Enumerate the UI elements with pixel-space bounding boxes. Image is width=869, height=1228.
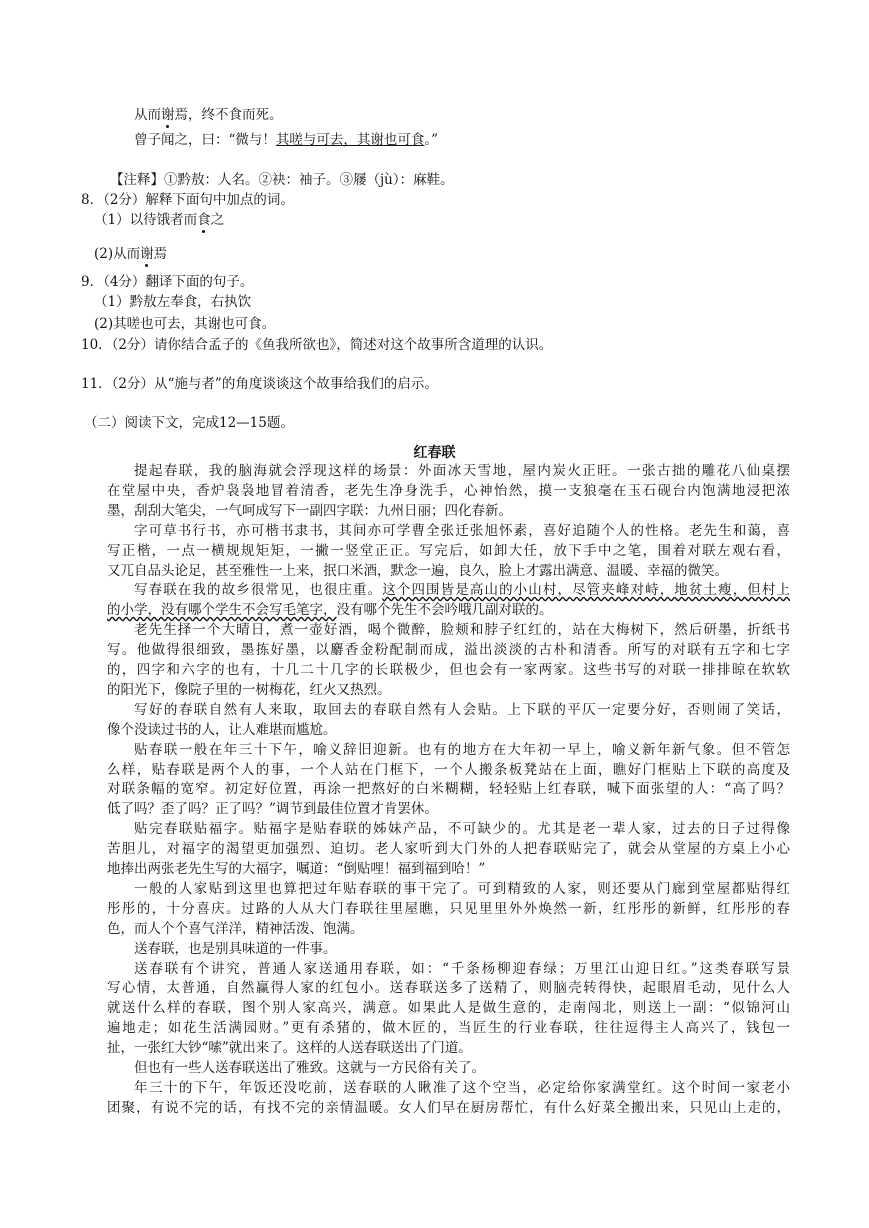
article-line: 苦胆儿，对福字的渴望更加强烈、迫切。老人家听到大门外的人把春联贴完了，就会从堂屋的方桌上小心 — [107, 841, 790, 858]
article-line: 又兀自品头论足，甚至雅性一上来，抿口米酒，默念一遍，良久，脸上才露出满意、温暖、幸福的微笑。 — [107, 562, 728, 579]
article-line: 但也有一些人送春联送出了雅致。这就与一方民俗有关了。 — [134, 1060, 485, 1076]
wavy-underlined-text: 这个四围皆是高山的小山村，尽管夹峰对峙，地贫土瘦，但村上 — [382, 582, 791, 599]
question-10: 10．（2分）请你结合孟子的《鱼我所欲也》，简述对这个故事所含道理的认识。 — [81, 337, 553, 353]
article-line: 写。他做得很细致，墨拣好墨，以麝香金粉配制而成，溢出淡淡的古朴和清香。所写的对联有五字和七字 — [107, 642, 790, 659]
article-line: 遍地走；如花生活满园财。”更有杀猪的，做木匠的，当匠生的行业春联，往往逗得主人高兴了，钱包一 — [107, 1020, 790, 1037]
passage-line: 从而谢焉，终不食而死。 — [134, 107, 283, 123]
article-line: 一般的人家贴到这里也算把过年贴春联的事干完了。可到精致的人家，则还要从门廊到堂屋都贴得红 — [134, 880, 790, 897]
section-header: （二）阅读下文，完成12—15题。 — [84, 415, 294, 431]
article-title: 红春联 — [413, 445, 456, 461]
question-11: 11．（2分）从“施与者”的角度谈谈这个故事给我们的启示。 — [81, 376, 438, 392]
article-line: 就送什么样的春联，图个别人家高兴，满意。如果此人是做生意的，走南闯北，则送上一副：“似锦河山 — [107, 1000, 790, 1017]
question-9-1: （1）黔敖左奉食，右执饮 — [94, 294, 252, 310]
dotted-char: 谢 — [140, 246, 154, 262]
article-line: 老先生择一个大晴日，煮一壶好酒，喝个微醉，脸颊和脖子红红的，站在大梅树下，然后研墨，折纸书 — [134, 622, 790, 639]
article-line: 的，四字和六字的也有，十几二十几字的长联极少，但也会有一家两家。这些书写的对联一排排晾在软软 — [107, 662, 790, 678]
article-line: 墨，刮刮大笔尖，一气呵成写下一副四字联：九州日丽；四化春新。 — [107, 502, 512, 519]
article-line: 年三十的下午，年饭还没吃前，送春联的人瞅准了这个空当，必定给你家满堂红。这个时间一家老小 — [134, 1079, 790, 1096]
question-9: 9．（4分）翻译下面的句子。 — [81, 274, 254, 290]
passage-line: 曾子闻之，曰：“微与！其嗟与可去，其谢也可食。” — [134, 132, 439, 148]
article-line: 写春联在我的故乡很常见，也很庄重。这个四围皆是高山的小山村，尽管夹峰对峙，地贫土瘦，但村上 — [134, 582, 791, 599]
underlined-sentence: 其嗟与可去，其谢也可食 — [275, 132, 425, 148]
article-line: 送春联有个讲究，普通人家送通用春联，如：“千条杨柳迎春绿；万里江山迎日红。”这类春联写景 — [134, 960, 790, 977]
article-line: 对联条幅的宽窄。初定好位置，再涂一把熬好的白米糊糊，轻轻贴上红春联，喊下面张望的人：“高了吗？ — [107, 781, 790, 798]
wavy-underlined-text: 的小学，没有哪个学生不会写毛笔字， — [107, 602, 337, 619]
article-line: 写正楷，一点一横规规矩矩，一撇一竖堂正正。写完后，如卸大任，放下手中之笔，围着对联左观右看， — [107, 542, 790, 559]
article-line: 团聚，有说不完的话，有找不完的亲情温暖。女人们早在厨房帮忙，有什么好菜全搬出来，只见山上走的， — [107, 1099, 790, 1116]
article-line: 色，而人个个喜气洋洋，精神活泼、饱满。 — [107, 920, 364, 937]
question-8-2: (2)从而谢焉 — [94, 246, 168, 262]
article-line: 彤彤的，十分喜庆。过路的人从大门春联往里屋瞧，只见里里外外焕然一新，红彤彤的新鲜，红彤彤的春 — [107, 900, 790, 917]
article-line: 送春联，也是别具味道的一件事。 — [134, 940, 337, 957]
article-line: 么样，贴春联是两个人的事，一个人站在门框下，一个人搬条板凳站在上面，瞧好门框贴上下联的高度及 — [107, 761, 790, 778]
article-line: 的小学，没有哪个学生不会写毛笔字，没有哪个先生不会吟哦几副对联的。 — [107, 602, 553, 619]
question-9-2: (2)其嗟也可去，其谢也可食。 — [94, 316, 276, 332]
article-line: 写心情，太普通，自然赢得人家的红包小。送春联送多了送精了，则脑壳转得快，起眼眉毛动，见什么人 — [107, 980, 790, 997]
article-line: 地捧出两张老先生写的大福字，嘱道：“倒贴哩！福到福到哈！” — [107, 861, 486, 877]
article-line: 的阳光下，像院子里的一树梅花，红火又热烈。 — [107, 681, 391, 698]
question-8: 8．（2分）解释下面句中加点的词。 — [81, 192, 294, 208]
article-line: 扯，一张红大钞“嗦”就出来了。这样的人送春联送出了门道。 — [107, 1040, 472, 1057]
dotted-char: 谢 — [161, 107, 175, 123]
article-line: 提起春联，我的脑海就会浮现这样的场景：外面冰天雪地，屋内炭火正旺。一张古拙的雕花八仙桌摆 — [134, 463, 790, 479]
article-line: 像个没读过书的人，让人难堪而尴尬。 — [107, 721, 337, 738]
article-line: 在堂屋中央，香炉袅袅地冒着清香，老先生净身洗手，心神怡然，摸一支狼毫在玉石砚台内饱满地浸把浓 — [107, 482, 790, 499]
question-8-1: （1）以待饿者而食之 — [94, 212, 225, 228]
article-line: 低了吗？歪了吗？正了吗？”调节到最佳位置才肯罢休。 — [107, 801, 438, 818]
article-line: 贴春联一般在年三十下午，喻义辞旧迎新。也有的地方在大年初一早上，喻义新年新气象。但不管怎 — [134, 741, 790, 758]
article-line: 写好的春联自然有人来取，取回去的春联自然有人会贴。上下联的平仄一定要分好，否则闹了笑话， — [134, 701, 790, 718]
article-line: 贴完春联贴福字。贴福字是贴春联的姊妹产品，不可缺少的。尤其是老一辈人家，过去的日子过得像 — [134, 821, 790, 838]
article-line: 字可草书行书，亦可楷书隶书，其间亦可学曹全张迁张旭怀素，喜好追随个人的性格。老先生和蔼，喜 — [134, 522, 790, 539]
annotation-note: 【注释】①黔敖：人名。②袂：袖子。③屦（jù）：麻鞋。 — [110, 172, 454, 188]
dotted-char: 食 — [197, 212, 211, 228]
